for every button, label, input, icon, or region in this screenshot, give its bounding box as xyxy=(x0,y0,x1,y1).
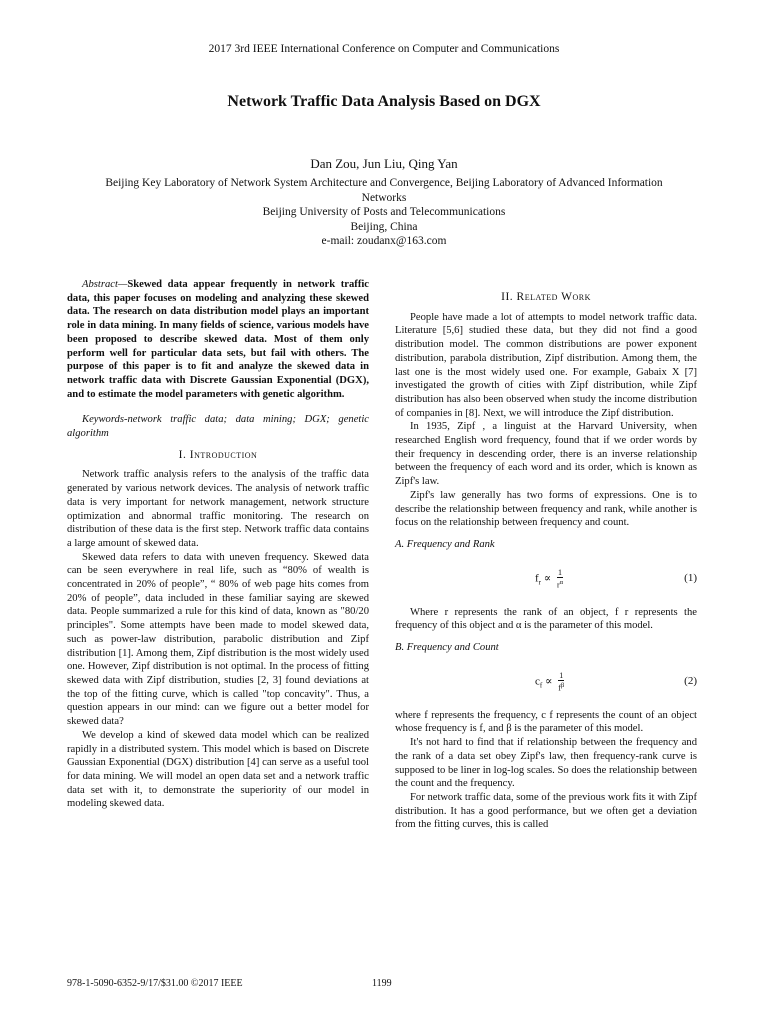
affiliation-line: Beijing University of Posts and Telecommunications xyxy=(262,206,506,218)
right-column xyxy=(395,291,697,832)
paragraph: People have made a lot of attempts to model network traffic data. Literature [5,6] studied these data, but they did not find a good distribution model. The common distributions are power exponent distribution, parabola distribution, Zipf distribution. Among them, the last one is the most widely used one. For example, Gabaix X [7] investigated the growth of cities with Zipf distribution, while Zipf distribution has also been observed when study the income distribution of companies in [8]. Next, we will introduce the Zipf distribution. xyxy=(395,311,697,419)
eq2-denominator xyxy=(558,681,564,693)
left-column xyxy=(67,278,369,811)
affiliation-line: Networks xyxy=(361,191,407,204)
eq1-lhs: f xyxy=(535,572,539,585)
affiliation-line: Beijing, China xyxy=(350,220,418,233)
eq1-operator: ∝ xyxy=(541,572,554,585)
equation-1 xyxy=(395,562,697,596)
equation-2 xyxy=(395,665,697,699)
section-heading-introduction: I. Introduction xyxy=(178,448,258,461)
eq2-numerator: 1 xyxy=(559,670,564,680)
paragraph: In 1935, Zipf , a linguist at the Harvard University, when researched English word frequency, found that if we order words by their frequency in descending order, there is an inverse relationship between the frequency of each word and its order, which is known as Zipf's law. xyxy=(395,421,697,488)
eq2-operator: ∝ xyxy=(542,675,556,688)
paragraph: Network traffic analysis refers to the analysis of the traffic data generated by various network devices. The analysis of network traffic data is very important for network management, network structure optimization and abnormal traffic monitoring. The research on distribution of these data is the first step. Network traffic data contains a large amount of skewed data. xyxy=(67,469,369,549)
affiliation-line: Beijing Key Laboratory of Network System Architecture and Convergence, Beijing Laboratory of Advanced Information xyxy=(105,177,663,189)
equation-1-expression xyxy=(535,568,563,590)
eq2-den-base: f xyxy=(558,683,561,693)
keywords: Keywords-network traffic data; data mining; DGX; genetic algorithm xyxy=(67,414,369,440)
eq2-den-exp: β xyxy=(560,681,565,689)
abstract-label: Abstract— xyxy=(82,279,128,290)
paragraph: Zipf's law generally has two forms of expressions. One is to describe the relationship between frequency and rank, while another is focus on the relationship between frequency and count. xyxy=(395,489,697,529)
author-list: Dan Zou, Jun Liu, Qing Yan xyxy=(310,156,458,171)
page-number: 1199 xyxy=(372,978,392,989)
affiliation-block xyxy=(70,176,698,249)
equation-1-number: (1) xyxy=(684,571,697,584)
eq1-numerator: 1 xyxy=(558,567,563,577)
paragraph: For network traffic data, some of the previous work fits it with Zipf distribution. It has a good performance, but we often get a deviation from the fitting curves, this is called xyxy=(395,791,697,831)
eq1-fraction xyxy=(557,568,563,590)
abstract-text: Skewed data appear frequently in network traffic data, this paper focuses on modeling and analyzing these skewed data. The research on data distribution model plays an important role in data mining. In many fields of science, various models have been proposed to describe skewed data. Most of them only perform well for particular data sets, but fail with others. The purpose of this paper is to fit and analyze the skewed data in network traffic data with Discrete Gaussian Exponential (DGX), and to estimate the model parameters with genetic algorithm. xyxy=(67,279,369,400)
subsection-heading-a: A. Frequency and Rank xyxy=(395,538,495,550)
subsection-heading-b: B. Frequency and Count xyxy=(395,642,499,654)
abstract xyxy=(67,278,369,401)
paragraph: It's not hard to find that if relationship between the frequency and the rank of a data set obey Zipf's law, then frequency-rank curve is supposed to be liner in log-log scales. So does the relationship between the count and the frequency. xyxy=(395,737,697,790)
paragraph: We develop a kind of skewed data model which can be realized rapidly in a distributed system. This model which is based on Discrete Gaussian Exponential (DGX) distribution [4] can serve as a useful tool for data mining. We will model an open data set and a network traffic data set with it, to demonstrate the superiority of our model in modeling skewed data. xyxy=(67,729,369,810)
section-heading-related-work: II. Related Work xyxy=(501,291,591,303)
paragraph: where f represents the frequency, c f represents the count of an object whose frequency is f, and β is the parameter of this model. xyxy=(395,709,697,735)
eq2-fraction xyxy=(558,671,564,693)
paper-title: Network Traffic Data Analysis Based on DGX xyxy=(227,93,541,110)
paragraph: Where r represents the rank of an object, f r represents the frequency of this object and α is the parameter of this model. xyxy=(395,606,697,632)
eq1-lhs-sub: r xyxy=(538,578,542,587)
eq2-lhs-sub: f xyxy=(539,681,543,690)
eq1-denominator xyxy=(557,578,563,590)
eq1-den-exp: α xyxy=(559,578,564,586)
footer-copyright: 978-1-5090-6352-9/17/$31.00 ©2017 IEEE xyxy=(67,978,243,989)
paragraph: Skewed data refers to data with uneven frequency. Skewed data can be seen everywhere in real life, such as “80% of wealth is concentrated in 20% of people”, “ 80% of web page hits comes from 20% of people”, data included in these familiar saying are skewed data. People summarized a rule for this kind of data, known as "80/20 principles". Some attempts have been made to model skewed data, such as power-law distribution, parabolic distribution and Zipf distribution [1]. Among them, Zipf distribution is the most widely used one. However, Zipf distribution is not optimal. In the process of fitting skewed data with Zipf distribution, studies [2, 3] found deviations at the top of the fitting curve, which is called "top concavity". Thus, a question appears in our mind: can we figure out a better model for skewed data? xyxy=(67,551,369,728)
equation-2-number: (2) xyxy=(684,674,697,687)
email-line: e-mail: zoudanx@163.com xyxy=(321,235,447,247)
conference-header: 2017 3rd IEEE International Conference on Computer and Communications xyxy=(208,43,560,55)
eq2-lhs: c xyxy=(535,675,540,688)
eq1-den-base: r xyxy=(556,580,560,590)
equation-2-expression xyxy=(535,671,564,693)
